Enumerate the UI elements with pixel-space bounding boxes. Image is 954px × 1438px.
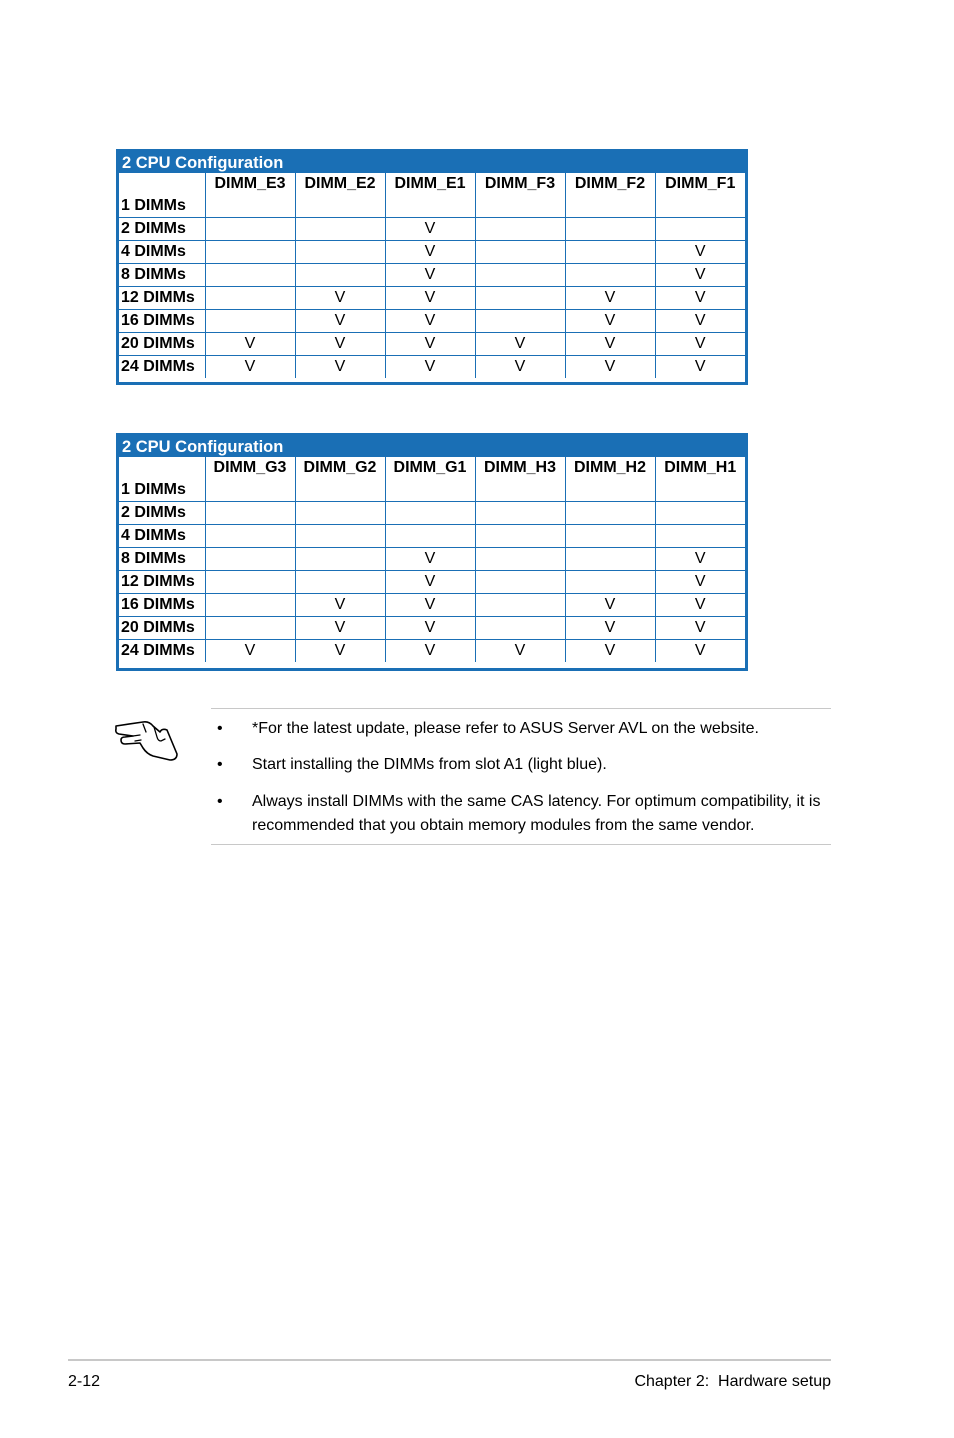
slot-cell [205, 617, 295, 640]
column-header: DIMM_F2 [565, 173, 655, 195]
column-header: DIMM_G2 [295, 457, 385, 479]
slot-cell: V [655, 264, 745, 287]
slot-cell: V [694, 642, 706, 659]
column-header: DIMM_F1 [665, 175, 736, 192]
slot-cell: V [565, 287, 655, 310]
table-row [119, 594, 745, 617]
table-row [119, 310, 745, 333]
header-row [119, 457, 745, 479]
slot-cell [565, 548, 655, 571]
slot-cell: V [385, 617, 475, 640]
slot-cell [385, 525, 475, 548]
dimm-config-table-e-f [116, 149, 748, 385]
slot-cell: V [655, 617, 745, 640]
slot-cell [475, 218, 565, 241]
slot-cell: V [385, 333, 475, 356]
slot-cell [565, 264, 655, 287]
column-header: DIMM_H3 [475, 457, 565, 479]
slot-cell [565, 218, 655, 241]
table-row [119, 287, 745, 310]
slot-cell [655, 525, 745, 548]
slot-cell: V [205, 333, 295, 356]
table-row [119, 264, 745, 287]
slot-cell [475, 264, 565, 287]
slot-cell: V [475, 333, 565, 356]
slot-cell: V [385, 594, 475, 617]
slot-cell [205, 218, 295, 241]
slot-cell [205, 195, 295, 218]
table-row [119, 617, 745, 640]
slot-cell: V [295, 594, 385, 617]
slot-cell: V [385, 218, 475, 241]
table-row [119, 356, 745, 379]
slot-cell: V [295, 310, 385, 333]
table-row [119, 571, 745, 594]
row-label: 16 DIMMs [119, 310, 205, 333]
slot-cell: V [385, 310, 475, 333]
row-label: 8 DIMMs [119, 548, 205, 571]
slot-cell [205, 241, 295, 264]
slot-cell: V [385, 287, 475, 310]
slot-cell [655, 218, 745, 241]
slot-cell [205, 548, 295, 571]
table-row [119, 548, 745, 571]
column-header: DIMM_H2 [565, 457, 655, 479]
table-title: 2 CPU Configuration [119, 436, 745, 457]
column-header: DIMM_G1 [385, 457, 475, 479]
dimm-grid [119, 173, 745, 378]
slot-cell [205, 502, 295, 525]
slot-cell [655, 195, 745, 218]
hand-pointer-icon [113, 710, 181, 762]
bullet: • [217, 756, 223, 773]
row-label: 4 DIMMs [119, 525, 205, 548]
slot-cell: V [565, 356, 655, 379]
slot-cell [475, 594, 565, 617]
slot-cell: V [694, 358, 706, 375]
row-label: 8 DIMMs [119, 264, 205, 287]
slot-cell: V [205, 640, 295, 663]
table-title: 2 CPU Configuration [119, 152, 745, 173]
column-header: DIMM_E2 [295, 173, 385, 195]
slot-cell [475, 287, 565, 310]
note-text: Start installing the DIMMs from slot A1 (light blue). [252, 756, 607, 773]
header-row [119, 173, 745, 195]
slot-cell: V [295, 640, 385, 663]
footer-rule [68, 1359, 831, 1361]
row-label: 24 DIMMs [119, 640, 205, 663]
slot-cell: V [655, 310, 745, 333]
slot-cell: V [565, 594, 655, 617]
slot-cell [205, 594, 295, 617]
slot-cell: V [385, 640, 475, 663]
row-label: 1 DIMMs [119, 195, 205, 218]
slot-cell [475, 479, 565, 502]
table-row [119, 195, 745, 218]
slot-cell [565, 195, 655, 218]
bullet: • [217, 793, 223, 810]
row-label: 20 DIMMs [119, 617, 205, 640]
slot-cell [385, 502, 475, 525]
slot-cell [475, 617, 565, 640]
slot-cell [295, 241, 385, 264]
slot-cell: V [475, 356, 565, 379]
row-label: 24 DIMMs [119, 356, 205, 379]
slot-cell: V [295, 356, 385, 379]
slot-cell [655, 502, 745, 525]
slot-cell [655, 479, 745, 502]
note-box [211, 708, 831, 845]
slot-cell: V [295, 333, 385, 356]
corner-cell [119, 173, 205, 195]
slot-cell: V [655, 594, 745, 617]
slot-cell: V [655, 241, 745, 264]
slot-cell: V [385, 548, 475, 571]
page-number: 2-12 [68, 1373, 101, 1390]
row-label: 12 DIMMs [119, 571, 205, 594]
slot-cell [475, 241, 565, 264]
slot-cell [565, 571, 655, 594]
column-header: DIMM_G3 [205, 457, 295, 479]
slot-cell: V [565, 617, 655, 640]
slot-cell [565, 241, 655, 264]
table-row [119, 241, 745, 264]
slot-cell [475, 525, 565, 548]
slot-cell [475, 548, 565, 571]
slot-cell: V [385, 571, 475, 594]
slot-cell [205, 264, 295, 287]
slot-cell: V [295, 287, 385, 310]
slot-cell [565, 502, 655, 525]
slot-cell [205, 525, 295, 548]
slot-cell [205, 287, 295, 310]
slot-cell: V [655, 287, 745, 310]
row-label: 12 DIMMs [119, 287, 205, 310]
slot-cell: V [295, 617, 385, 640]
slot-cell [565, 479, 655, 502]
table-row [119, 218, 745, 241]
slot-cell: V [655, 571, 745, 594]
slot-cell [205, 479, 295, 502]
slot-cell [475, 195, 565, 218]
slot-cell [295, 548, 385, 571]
row-label: 16 DIMMs [119, 594, 205, 617]
slot-cell [475, 310, 565, 333]
slot-cell: V [565, 333, 655, 356]
table-row [119, 502, 745, 525]
column-header: DIMM_F3 [475, 173, 565, 195]
slot-cell [295, 502, 385, 525]
column-header: DIMM_H1 [664, 459, 737, 476]
slot-cell: V [565, 640, 655, 663]
column-header: DIMM_E1 [385, 173, 475, 195]
slot-cell: V [655, 333, 745, 356]
slot-cell [205, 310, 295, 333]
table-row [119, 333, 745, 356]
note-text: Always install DIMMs with the same CAS latency. For optimum compatibility, it is recommended that you obtain memory modules from the same vendor. [252, 793, 821, 834]
row-label: 2 DIMMs [119, 218, 205, 241]
dimm-config-table-g-h [116, 433, 748, 671]
column-header: DIMM_E3 [205, 173, 295, 195]
slot-cell: V [655, 548, 745, 571]
slot-cell [475, 571, 565, 594]
slot-cell: V [385, 356, 475, 379]
slot-cell: V [205, 356, 295, 379]
row-label: 2 DIMMs [119, 502, 205, 525]
table-row [119, 640, 745, 663]
row-label: 4 DIMMs [119, 241, 205, 264]
slot-cell [295, 195, 385, 218]
table-row [119, 525, 745, 548]
slot-cell: V [475, 640, 565, 663]
slot-cell [565, 525, 655, 548]
bullet: • [217, 720, 223, 737]
slot-cell [475, 502, 565, 525]
slot-cell: V [385, 241, 475, 264]
slot-cell [385, 195, 475, 218]
slot-cell [295, 218, 385, 241]
note-text: *For the latest update, please refer to ASUS Server AVL on the website. [252, 720, 759, 737]
slot-cell [205, 571, 295, 594]
slot-cell [295, 479, 385, 502]
slot-cell [295, 525, 385, 548]
table-row [119, 479, 745, 502]
dimm-grid [119, 457, 745, 662]
corner-cell [119, 457, 205, 479]
slot-cell [295, 571, 385, 594]
row-label: 1 DIMMs [119, 479, 205, 502]
row-label: 20 DIMMs [119, 333, 205, 356]
slot-cell [385, 479, 475, 502]
chapter-title: Chapter 2: Hardware setup [634, 1373, 831, 1390]
slot-cell: V [385, 264, 475, 287]
slot-cell [295, 264, 385, 287]
slot-cell: V [565, 310, 655, 333]
